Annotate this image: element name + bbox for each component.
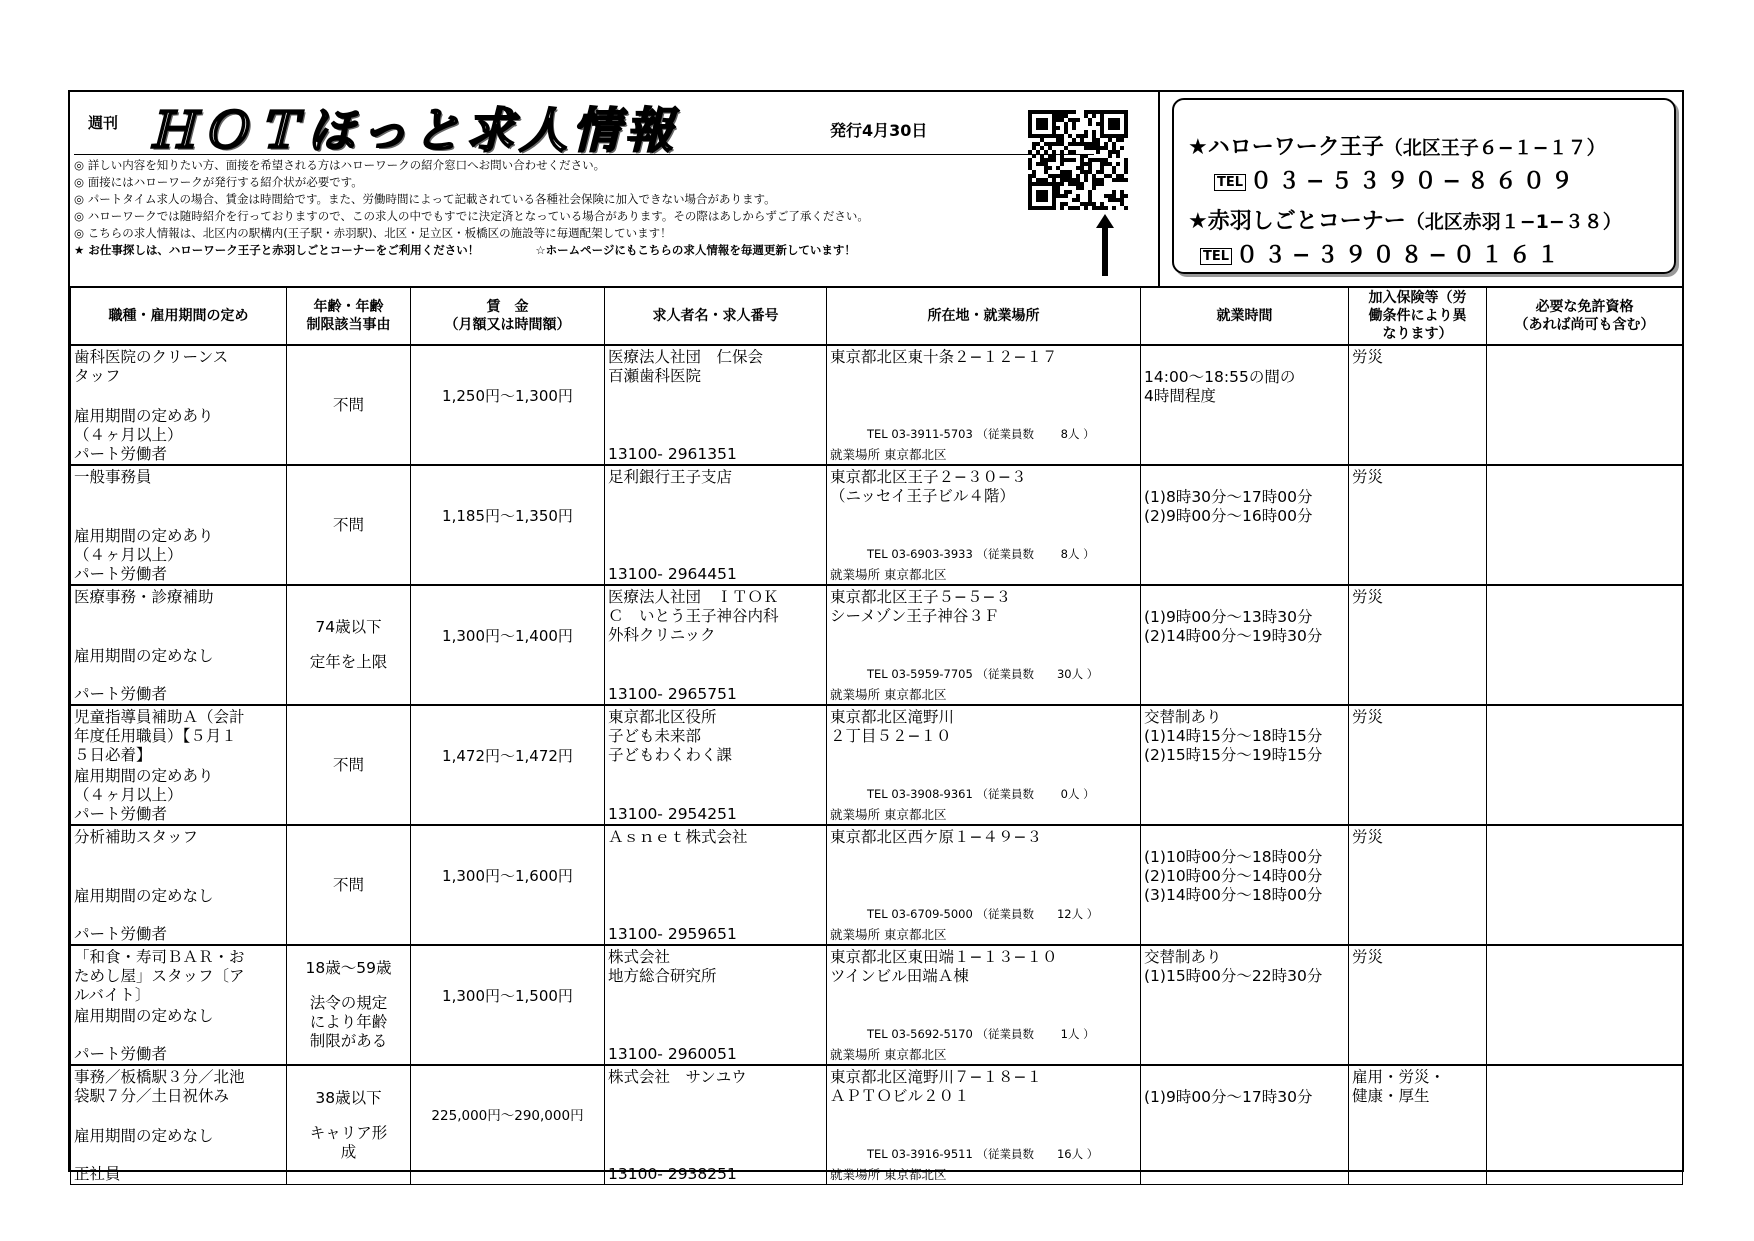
address: 東京都北区王子５−５−３ シーメゾン王子神谷３Ｆ [830,588,1011,625]
working-hours: 交替制あり (1)15時00分～22時30分 [1144,948,1323,985]
employer-name: 東京都北区役所 子ども未来部 子どもわくわく課 [608,708,733,764]
address-cell [827,1065,1141,1185]
column-header-1: 年齢・年齢 制限該当事由 [287,287,411,345]
note-line: ◎ 詳しい内容を知りたい方、面接を希望される方はハローワークの紹介窓口へお問い合わせください。 [74,158,606,172]
address: 東京都北区滝野川７−１８−１ ＡＰＴＯビル２０１ [830,1068,1042,1105]
wage-cell [411,705,605,825]
table-row [71,825,1683,945]
working-hours: (1)9時00分～13時30分 (2)14時00分～19時30分 [1144,608,1323,645]
insurance-cell [1349,585,1487,705]
working-hours: (1)10時00分～18時00分 (2)10時00分～14時00分 (3)14時00分～18時00分 [1144,848,1323,904]
column-header-5: 就業時間 [1141,287,1349,345]
age-limit: 不問 [332,395,364,414]
hours-cell [1141,825,1349,945]
workplace: 就業場所 東京都北区 [830,687,947,702]
header-left-panel [70,92,1160,286]
wage-value: 225,000円～290,000円 [431,1107,584,1124]
tel-icon: TEL [1200,248,1232,265]
job-title-cell [71,465,287,585]
age-values [287,466,410,584]
weekly-label: 週刊 [88,114,119,132]
office2-name: ★赤羽しごとコーナー [1188,209,1406,234]
age-limit: 不問 [332,875,364,894]
employment-term: 雇用期間の定めあり （４ヶ月以上） パート労働者 [74,767,214,823]
phone-number[interactable]: TEL 03-5692-5170 （従業員数 1人 ） [867,1027,1095,1041]
address: 東京都北区東十条２−１２−１７ [830,348,1058,366]
column-header-0: 職種・雇用期間の定め [71,287,287,345]
job-title: 児童指導員補助Ａ（会計 年度任用職員）【５月１ ５日必着】 [74,708,245,764]
note-line: ◎ 面接にはハローワークが発行する紹介状が必要です。 [74,175,363,189]
age-limit: 定年を上限 [309,653,388,671]
age-cell [287,585,411,705]
table-row [71,945,1683,1065]
flyer-title: ＨＯＴほっと求人情報 [148,103,679,159]
wage-cell [411,825,605,945]
age-cell [287,825,411,945]
employment-term: 雇用期間の定めあり （４ヶ月以上） パート労働者 [74,527,214,583]
working-hours: 交替制あり (1)14時15分～18時15分 (2)15時15分～19時15分 [1144,708,1323,764]
flyer-header [70,92,1682,286]
job-table [70,286,1683,1185]
age-cell [287,945,411,1065]
office1-tel-line [1214,164,1579,195]
address-cell [827,345,1141,465]
insurance-cell [1349,1065,1487,1185]
wage-cell [411,945,605,1065]
issue-date: 発行4月30日 [830,121,928,140]
hours-cell [1141,585,1349,705]
employer-cell [605,585,827,705]
wage-cell [411,465,605,585]
job-title: 「和食・寿司ＢＡＲ・お ためし屋」スタッフ〔ア ルバイト〕 [74,948,245,1004]
job-number[interactable]: 13100- 2965751 [608,685,737,703]
wage-cell [411,345,605,465]
phone-number[interactable]: TEL 03-3911-5703 （従業員数 8人 ） [867,427,1095,441]
employment-term: 雇用期間の定めなし 正社員 [74,1127,214,1183]
table-row [71,705,1683,825]
address: 東京都北区王子２−３０−３ （ニッセイ王子ビル４階） [830,468,1027,505]
office2-tel-line [1200,238,1565,269]
workplace: 就業場所 東京都北区 [830,1167,947,1182]
license-cell [1487,705,1683,825]
age-cell [287,465,411,585]
age-limit: 74歳以下 [315,618,382,636]
age-cell [287,1065,411,1185]
wage-cell [411,585,605,705]
note-strong-left: ★ お仕事探しは、ハローワーク王子と赤羽しごとコーナーをご利用ください！ [74,243,480,257]
job-number[interactable]: 13100- 2938251 [608,1165,737,1183]
job-title-cell [71,345,287,465]
license-cell [1487,945,1683,1065]
hours-cell [1141,1065,1349,1185]
notes-block [74,154,1094,259]
age-values [287,706,410,824]
job-title: 一般事務員 [74,468,152,486]
address-cell [827,465,1141,585]
age-values [287,946,410,1064]
note-strong-line [74,242,1094,259]
age-limit: キャリア形 成 [309,1123,388,1161]
office2-address: （北区赤羽１−1−３８） [1405,211,1622,233]
age-limit: 不問 [332,515,364,534]
tel-icon: TEL [1214,174,1246,191]
insurance: 労災 [1352,348,1384,366]
license-cell [1487,1065,1683,1185]
address: 東京都北区西ケ原１−４９−３ [830,828,1042,846]
job-number[interactable]: 13100- 2959651 [608,925,737,943]
arrow-up-icon [1096,214,1114,276]
job-number[interactable]: 13100- 2954251 [608,805,737,823]
age-values [287,1066,410,1184]
workplace: 就業場所 東京都北区 [830,927,947,942]
phone-number[interactable]: TEL 03-6709-5000 （従業員数 12人 ） [867,907,1099,921]
insurance: 労災 [1352,468,1384,486]
workplace: 就業場所 東京都北区 [830,447,947,462]
employer-name: 医療法人社団 仁保会 百瀬歯科医院 [608,348,764,385]
wage-value: 1,250円～1,300円 [442,386,573,405]
job-title: 歯科医院のクリーンス タッフ [74,348,229,385]
job-title: 医療事務・診療補助 [74,588,214,606]
office2-line [1188,204,1622,235]
age-cell [287,345,411,465]
age-limit: 18歳～59歳 [305,959,392,977]
age-values [287,586,410,704]
column-header-7: 必要な免許資格 （あれば尚可も含む） [1487,287,1683,345]
phone-number[interactable]: TEL 03-3916-9511 （従業員数 16人 ） [867,1147,1099,1161]
employer-name: 株式会社 サンユウ [608,1068,747,1086]
job-title-cell [71,585,287,705]
job-title-cell [71,945,287,1065]
column-header-4: 所在地・就業場所 [827,287,1141,345]
insurance-cell [1349,465,1487,585]
hours-cell [1141,705,1349,825]
note-line: ◎ こちらの求人情報は、北区内の駅構内(王子駅・赤羽駅)、北区・足立区・板橋区の施設等に毎週配架しています！ [74,226,672,240]
office1-name: ★ハローワーク王子 [1188,135,1384,160]
hours-cell [1141,945,1349,1065]
table-row [71,585,1683,705]
address-cell [827,945,1141,1065]
flyer-frame [68,90,1684,1183]
job-title-cell [71,825,287,945]
job-title-cell [71,1065,287,1185]
insurance: 労災 [1352,948,1384,966]
employer-name: 株式会社 地方総合研究所 [608,948,717,985]
table-row [71,465,1683,585]
insurance: 労災 [1352,708,1384,726]
license-cell [1487,825,1683,945]
wage-value: 1,300円～1,400円 [442,626,573,645]
phone-number[interactable]: TEL 03-5959-7705 （従業員数 30人 ） [867,667,1099,681]
employer-cell [605,1065,827,1185]
hellowork-contact-box [1172,98,1676,274]
address-cell [827,825,1141,945]
wage-value: 1,300円～1,600円 [442,866,573,885]
insurance-cell [1349,825,1487,945]
table-row [71,1065,1683,1185]
job-title: 分析補助スタッフ [74,828,199,846]
address: 東京都北区滝野川 ２丁目５２−１０ [830,708,955,745]
office2-tel[interactable]: ０３−３９０８−０１６１ [1236,243,1565,268]
wage-cell [411,1065,605,1185]
phone-number[interactable]: TEL 03-6903-3933 （従業員数 8人 ） [867,547,1095,561]
employment-term: 雇用期間の定めなし パート労働者 [74,647,214,703]
office1-address: （北区王子６−１−１７） [1383,137,1606,159]
employer-cell [605,465,827,585]
age-values [287,826,410,944]
license-cell [1487,465,1683,585]
job-number[interactable]: 13100- 2960051 [608,1045,737,1063]
employer-name: 医療法人社団 ＩＴＯＫ Ｃ いとう王子神谷内科 外科クリニック [608,588,779,644]
job-title: 事務／板橋駅３分／北池 袋駅７分／土日祝休み [74,1068,245,1105]
workplace: 就業場所 東京都北区 [830,567,947,582]
age-limit: 法令の規定 により年齢 制限がある [309,994,388,1050]
hours-cell [1141,465,1349,585]
wage-value: 1,300円～1,500円 [442,986,573,1005]
table-row [71,345,1683,465]
working-hours: (1)9時00分～17時30分 [1144,1088,1313,1106]
employer-name: Ａｓｎｅｔ株式会社 [608,828,748,846]
age-limit: 38歳以下 [315,1088,382,1107]
table-header-row [71,287,1683,345]
insurance: 雇用・労災・ 健康・厚生 [1352,1068,1446,1105]
address-cell [827,585,1141,705]
insurance-cell [1349,705,1487,825]
employment-term: 雇用期間の定めなし パート労働者 [74,1007,214,1063]
office1-line [1188,130,1606,161]
note-line: ◎ パートタイム求人の場合、賃金は時間給です。また、労働時間によって記載されている各種社会保険に加入できない場合があります。 [74,192,776,206]
age-values [287,346,410,464]
employer-cell [605,345,827,465]
employer-cell [605,705,827,825]
working-hours: (1)8時30分～17時00分 (2)9時00分～16時00分 [1144,488,1313,525]
job-title-cell [71,705,287,825]
insurance-cell [1349,945,1487,1065]
address-cell [827,705,1141,825]
hours-cell [1141,345,1349,465]
column-header-6: 加入保険等（労 働条件により異 なります） [1349,287,1487,345]
office1-tel[interactable]: ０３−５３９０−８６０９ [1250,169,1579,194]
workplace: 就業場所 東京都北区 [830,807,947,822]
job-number[interactable]: 13100- 2961351 [608,445,737,463]
employment-term: 雇用期間の定めなし パート労働者 [74,887,214,943]
license-cell [1487,585,1683,705]
address: 東京都北区東田端１−１３−１０ ツインビル田端Ａ棟 [830,948,1058,985]
note-line: ◎ ハローワークでは随時紹介を行っておりますので、この求人の中でもすでに決定済となっている場合があります。その際はあしからずご了承ください。 [74,209,869,223]
workplace: 就業場所 東京都北区 [830,1047,947,1062]
insurance-cell [1349,345,1487,465]
insurance: 労災 [1352,828,1384,846]
age-limit: 不問 [332,755,364,774]
note-strong-right: ☆ホームページにもこちらの求人情報を毎週更新しています！ [535,243,856,257]
employer-cell [605,945,827,1065]
employment-term: 雇用期間の定めあり （４ヶ月以上） パート労働者 [74,407,214,463]
wage-value: 1,472円～1,472円 [442,746,573,765]
column-header-2: 賃 金 （月額又は時間額） [411,287,605,345]
wage-value: 1,185円～1,350円 [442,506,573,525]
column-header-3: 求人者名・求人番号 [605,287,827,345]
working-hours: 14:00～18:55の間の 4時間程度 [1144,368,1296,405]
age-cell [287,705,411,825]
job-table-body [71,345,1683,1185]
job-number[interactable]: 13100- 2964451 [608,565,737,583]
phone-number[interactable]: TEL 03-3908-9361 （従業員数 0人 ） [867,787,1095,801]
employer-name: 足利銀行王子支店 [608,468,733,486]
license-cell [1487,345,1683,465]
employer-cell [605,825,827,945]
insurance: 労災 [1352,588,1384,606]
